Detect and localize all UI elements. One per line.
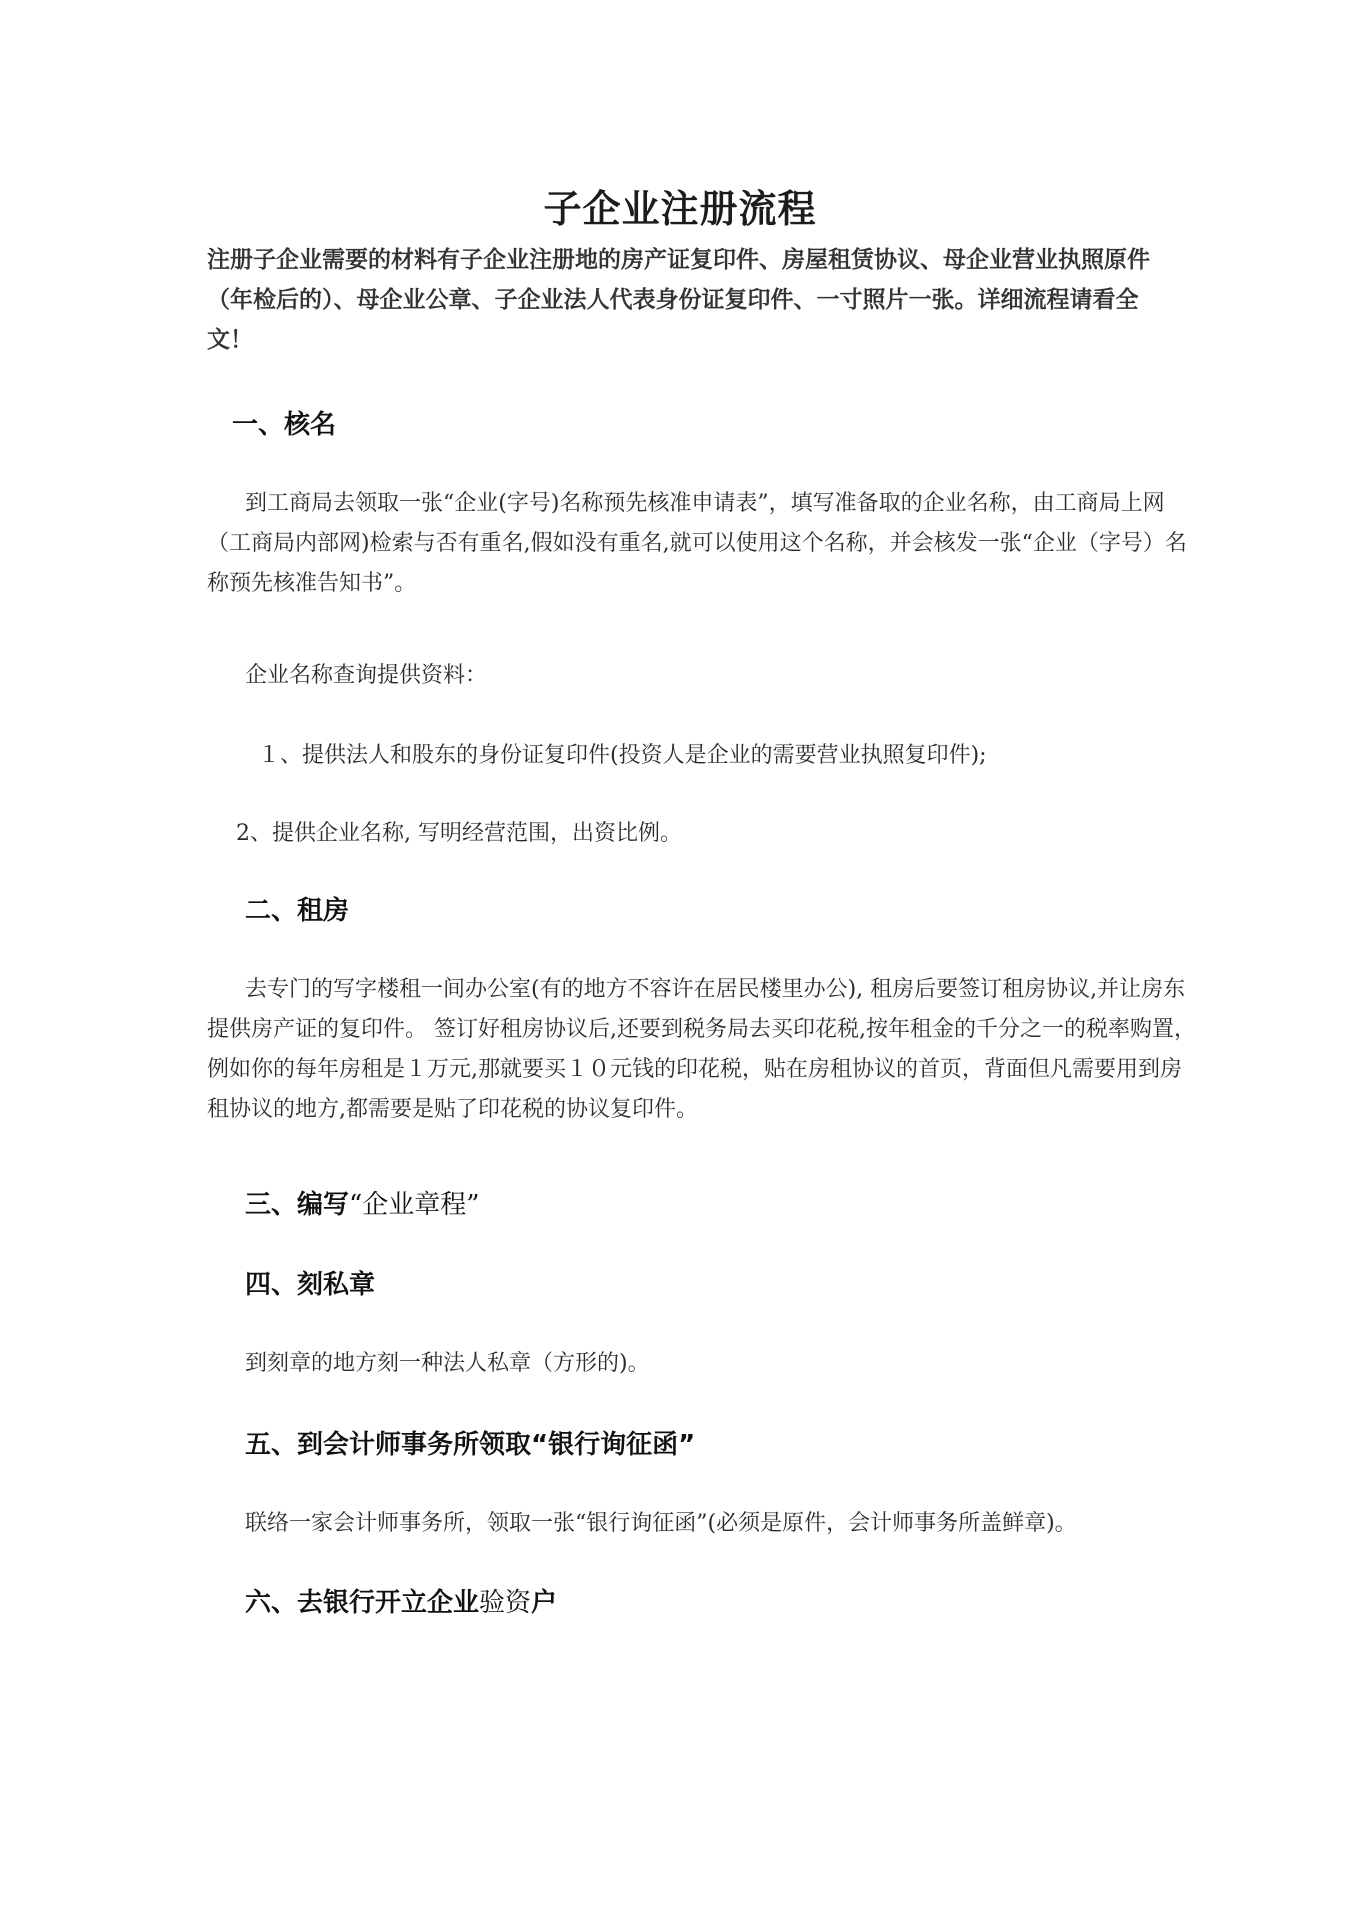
section-heading-yanzihu-bold: 六、去银行开立企业: [245, 1588, 480, 1618]
section-heading-sizhang: 四、刻私章: [245, 1270, 376, 1300]
document-title: 子企业注册流程: [543, 187, 817, 231]
section-paragraph-hemin: 到工商局去领取一张“企业(字号)名称预先核准申请表”，填写准备取的企业名称，由工商局上网（工商局内部网)检索与否有重名,假如没有重名,就可以使用这个名称，并会核发一张“企业（字号）名称预先核准告知书”。: [207, 491, 1187, 596]
materials-item-2: 2、提供企业名称, 写明经营范围，出资比例。: [236, 821, 682, 846]
section-paragraph-zufang: 去专门的写字楼租一间办公室(有的地方不容许在居民楼里办公), 租房后要签订租房协议,并让房东提供房产证的复印件。 签订好租房协议后,还要到税务局去买印花税,按年租金的千分之一的税率购置，例如你的每年房租是１万元,那就要买１０元钱的印花税，贴在房租协议的首页，背面但凡需要用到房租协议的地方,都需要是贴了印花税的协议复印件。: [207, 977, 1196, 1122]
section-paragraph-xunzhenghan: 联络一家会计师事务所，领取一张“银行询征函”(必须是原件，会计师事务所盖鲜章)。: [245, 1511, 1077, 1536]
section-heading-zufang: 二、租房: [245, 896, 350, 926]
section-heading-yanzihu-tail: 户: [531, 1588, 558, 1618]
section-heading-yanzihu: [245, 1582, 557, 1619]
section-heading-zhangcheng-bold: 三、编写: [245, 1190, 350, 1220]
section-heading-yanzihu-light: 验资: [479, 1588, 532, 1618]
section-heading-hemin: 一、核名: [232, 410, 337, 440]
query-materials-label: 企业名称查询提供资料：: [245, 663, 488, 688]
materials-item-1: １、提供法人和股东的身份证复印件(投资人是企业的需要营业执照复印件);: [258, 743, 987, 768]
section-heading-zhangcheng-light: “企业章程”: [349, 1190, 480, 1220]
section-heading-xunzhenghan: 五、到会计师事务所领取“银行询征函”: [245, 1430, 696, 1460]
intro-paragraph: 注册子企业需要的材料有子企业注册地的房产证复印件、房屋租赁协议、母企业营业执照原件（年检后的）、母企业公章、子企业法人代表身份证复印件、一寸照片一张。详细流程请看全文！: [207, 247, 1150, 353]
section-heading-zhangcheng: [245, 1184, 480, 1221]
section-paragraph-sizhang: 到刻章的地方刻一种法人私章（方形的)。: [245, 1351, 650, 1376]
